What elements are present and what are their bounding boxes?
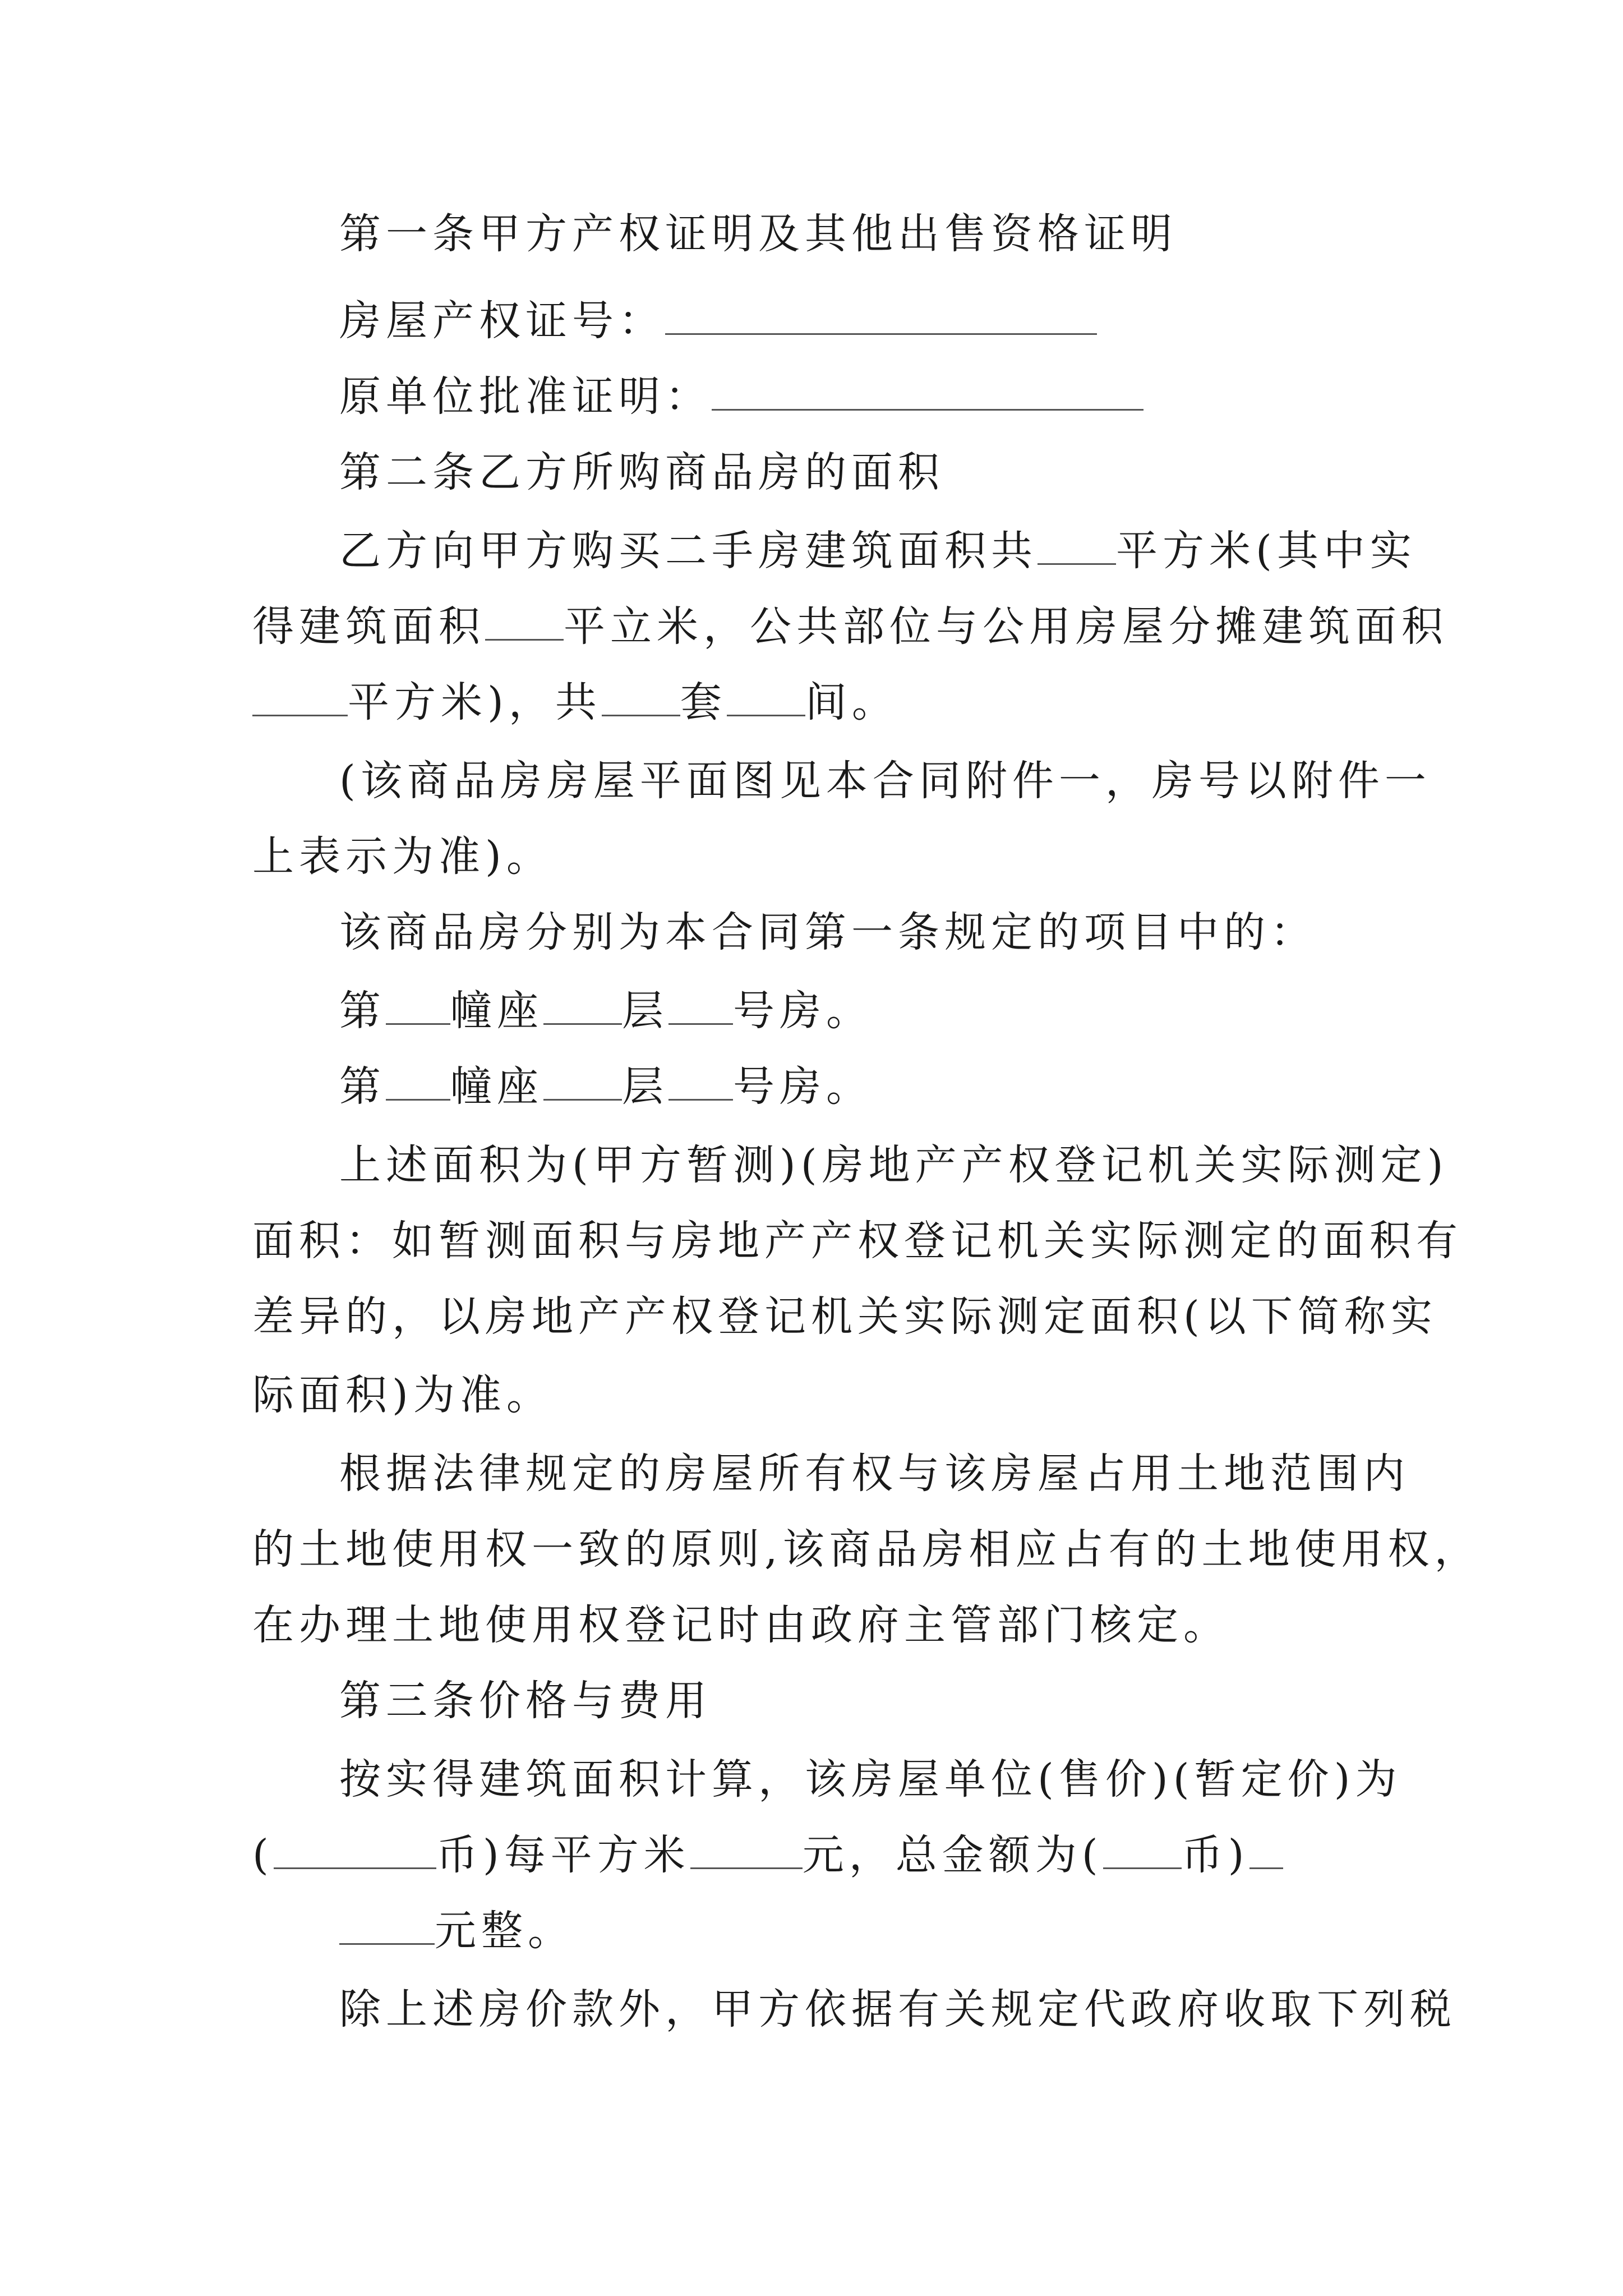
- fill-in-blank[interactable]: [543, 990, 622, 1025]
- area-measurement-line: [252, 1217, 1463, 1265]
- text-segment: 在办理土地使用权登记时由政府主管部门核定。: [252, 1601, 1230, 1649]
- text-segment: 按实得建筑面积计算，该房屋单位(售价)(暂定价)为: [339, 1755, 1402, 1803]
- text-segment: 平立米，公共部位与公用房屋分摊建筑面积: [564, 602, 1448, 651]
- fill-in-blank[interactable]: [1103, 1834, 1182, 1869]
- text-segment: 币): [1181, 1831, 1249, 1880]
- text-segment: (该商品房房屋平面图见本合同附件一，房号以附件一: [339, 757, 1431, 805]
- fill-in-blank[interactable]: [668, 990, 733, 1025]
- article-1-heading: [339, 210, 1177, 258]
- text-segment: 第: [339, 1062, 386, 1111]
- text-segment: 平方米)，共: [348, 678, 602, 727]
- text-segment: 币)每平方米: [436, 1831, 690, 1880]
- price-paragraph-line: [339, 1755, 1402, 1803]
- area-measurement-line: [252, 1292, 1437, 1341]
- fill-in-blank[interactable]: [1249, 1834, 1283, 1869]
- fill-in-blank[interactable]: [543, 1066, 622, 1101]
- text-segment: 际面积)为准。: [252, 1371, 553, 1419]
- text-segment: 号房。: [733, 1062, 873, 1111]
- text-segment: (: [252, 1831, 274, 1880]
- price-paragraph-line: [339, 1907, 574, 1955]
- area-paragraph-line: [252, 678, 898, 727]
- unit-number-line: [339, 987, 873, 1036]
- text-segment: 间。: [805, 678, 898, 727]
- text-segment: 面积：如暂测面积与房地产产权登记机关实际测定的面积有: [252, 1217, 1463, 1265]
- land-use-line: [252, 1525, 1481, 1573]
- text-segment: 乙方向甲方购买二手房建筑面积共: [339, 527, 1038, 576]
- fill-in-blank[interactable]: [386, 990, 450, 1025]
- text-segment: 上述面积为(甲方暂测)(房地产产权登记机关实际测定): [339, 1141, 1449, 1189]
- article-3-heading: [339, 1677, 712, 1725]
- property-certificate-line: [339, 297, 1097, 346]
- floor-plan-note-line: [339, 757, 1431, 805]
- area-measurement-line: [252, 1371, 553, 1419]
- fill-in-blank[interactable]: [602, 682, 680, 716]
- text-segment: 平方米(其中实: [1116, 527, 1417, 576]
- fill-in-blank[interactable]: [727, 682, 805, 716]
- price-paragraph-line: [252, 1831, 1283, 1880]
- fill-in-blank[interactable]: [668, 1066, 733, 1101]
- text-segment: 第: [339, 987, 386, 1036]
- area-paragraph-line: [339, 527, 1417, 576]
- unit-number-line: [339, 1062, 873, 1111]
- text-segment: 第一条甲方产权证明及其他出售资格证明: [339, 210, 1177, 258]
- fill-in-blank[interactable]: [386, 1066, 450, 1101]
- text-segment: 原单位批准证明：: [339, 372, 712, 421]
- text-segment: 根据法律规定的房屋所有权与该房屋占用土地范围内: [339, 1450, 1410, 1498]
- fill-in-blank[interactable]: [712, 376, 1144, 411]
- fill-in-blank[interactable]: [274, 1834, 436, 1869]
- text-segment: 第二条乙方所购商品房的面积: [339, 448, 944, 496]
- text-segment: 差异的，以房地产产权登记机关实际测定面积(以下简称实: [252, 1292, 1437, 1341]
- article-2-heading: [339, 448, 944, 496]
- text-segment: 第三条价格与费用: [339, 1677, 712, 1725]
- text-segment: 套: [680, 678, 727, 727]
- text-segment: 上表示为准)。: [252, 832, 553, 881]
- text-segment: 该商品房分别为本合同第一条规定的项目中的：: [339, 908, 1317, 956]
- land-use-line: [252, 1601, 1230, 1649]
- text-segment: 层: [622, 987, 668, 1036]
- text-segment: 层: [622, 1062, 668, 1111]
- text-segment: 元整。: [435, 1907, 574, 1955]
- floor-plan-note-line: [252, 832, 553, 881]
- text-segment: 幢座: [450, 987, 543, 1036]
- area-paragraph-line: [252, 602, 1448, 651]
- land-use-line: [339, 1450, 1410, 1498]
- text-segment: 得建筑面积: [252, 602, 485, 651]
- fill-in-blank[interactable]: [665, 300, 1097, 335]
- text-segment: 幢座: [450, 1062, 543, 1111]
- text-segment: 号房。: [733, 987, 873, 1036]
- fill-in-blank[interactable]: [252, 682, 348, 716]
- fill-in-blank[interactable]: [690, 1834, 803, 1869]
- text-segment: 元，总金额为(: [802, 1831, 1103, 1880]
- unit-intro-line: [339, 908, 1317, 956]
- fill-in-blank[interactable]: [339, 1910, 435, 1945]
- fill-in-blank[interactable]: [1038, 530, 1116, 565]
- text-segment: 除上述房价款外，甲方依据有关规定代政府收取下列税: [339, 1985, 1456, 2033]
- area-measurement-line: [339, 1141, 1449, 1189]
- approval-certificate-line: [339, 372, 1144, 421]
- text-segment: 房屋产权证号：: [339, 297, 665, 346]
- text-segment: 的土地使用权一致的原则,该商品房相应占有的土地使用权，: [252, 1525, 1481, 1573]
- taxes-paragraph-line: [339, 1985, 1456, 2033]
- fill-in-blank[interactable]: [485, 606, 564, 641]
